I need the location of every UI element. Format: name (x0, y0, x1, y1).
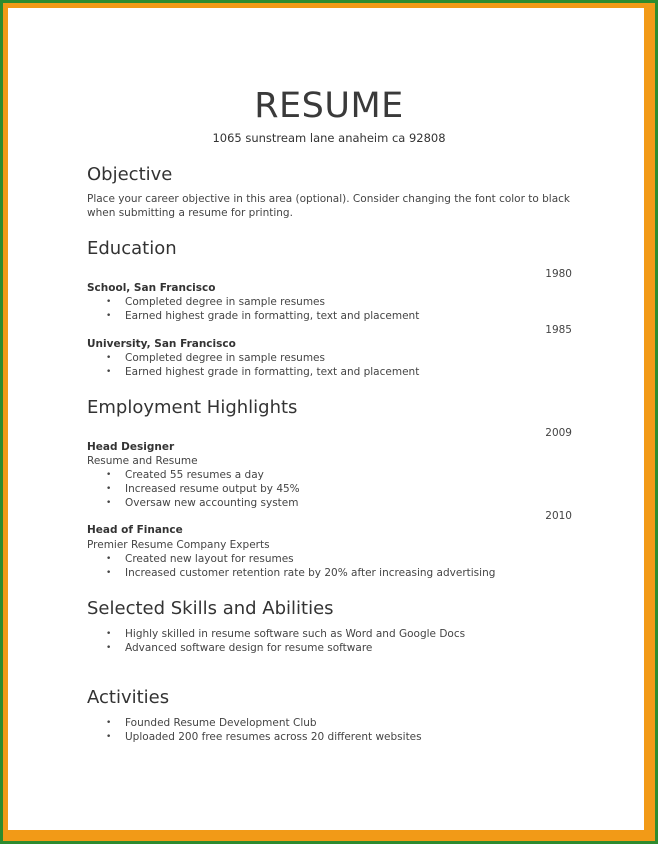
list-item: • Earned highest grade in formatting, text and placement (106, 366, 420, 378)
company-name: Resume and Resume (87, 455, 198, 467)
job-year: 2009 (545, 427, 572, 439)
school-name: School, San Francisco (87, 282, 216, 294)
list-item: • Completed degree in sample resumes (106, 296, 325, 308)
objective-text-line-1: Place your career objective in this area (optional). Consider changing the font color to black (87, 193, 571, 205)
school-name: University, San Francisco (87, 338, 236, 350)
job-title: Head Designer (87, 441, 175, 453)
job-title: Head of Finance (87, 524, 183, 536)
bullet-icon: • (106, 484, 112, 494)
education-year: 1985 (545, 324, 572, 336)
resume-title: RESUME (254, 86, 404, 126)
list-item: • Increased customer retention rate by 20% after increasing advertising (106, 567, 496, 579)
bullet-icon: • (106, 470, 112, 480)
list-item: • Highly skilled in resume software such as Word and Google Docs (106, 628, 466, 640)
skills-heading: Selected Skills and Abilities (87, 598, 334, 619)
bullet-icon: • (106, 554, 112, 564)
bullet-icon: • (106, 643, 112, 653)
bullet-icon: • (106, 732, 112, 742)
activities-heading: Activities (87, 687, 170, 708)
bullet-icon: • (106, 718, 112, 728)
employment-heading: Employment Highlights (87, 397, 298, 418)
objective-text-line-2: when submitting a resume for printing. (87, 207, 293, 219)
list-item: • Oversaw new accounting system (106, 497, 299, 509)
job-year: 2010 (545, 510, 572, 522)
bullet-icon: • (106, 568, 112, 578)
bullet-icon: • (106, 297, 112, 307)
objective-heading: Objective (87, 164, 173, 185)
bullet-icon: • (106, 353, 112, 363)
list-item: • Uploaded 200 free resumes across 20 different websites (106, 731, 422, 743)
company-name: Premier Resume Company Experts (87, 539, 270, 551)
address-line: 1065 sunstream lane anaheim ca 92808 (212, 131, 446, 145)
list-item: • Created 55 resumes a day (106, 469, 264, 481)
bullet-icon: • (106, 311, 112, 321)
list-item: • Founded Resume Development Club (106, 717, 317, 729)
education-year: 1980 (545, 268, 572, 280)
bullet-icon: • (106, 498, 112, 508)
education-heading: Education (87, 238, 177, 259)
bullet-icon: • (106, 629, 112, 639)
list-item: • Earned highest grade in formatting, text and placement (106, 310, 420, 322)
list-item: • Increased resume output by 45% (106, 483, 300, 495)
list-item: • Created new layout for resumes (106, 553, 294, 565)
list-item: • Advanced software design for resume software (106, 642, 373, 654)
list-item: • Completed degree in sample resumes (106, 352, 325, 364)
bullet-icon: • (106, 367, 112, 377)
